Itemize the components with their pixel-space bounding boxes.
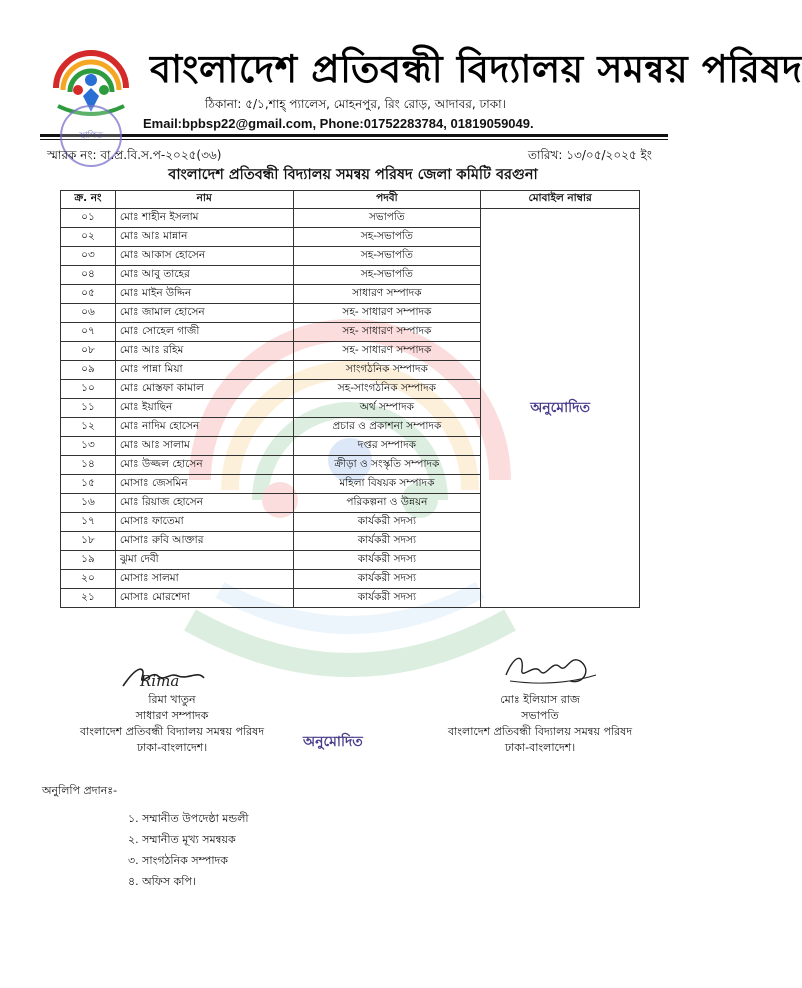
cell-name: মোঃ নাদিম হোসেন — [115, 418, 293, 437]
left-signature-scribble — [118, 660, 208, 692]
cell-name: মোঃ উজ্জল হোসেন — [115, 456, 293, 475]
cell-name: মোঃ শাহীন ইসলাম — [115, 209, 293, 228]
cell-serial: ০১ — [61, 209, 116, 228]
cell-serial: ০২ — [61, 228, 116, 247]
approved-stamp-footer: অনুমোদিত — [303, 734, 363, 750]
right-signatory-title: সভাপতি — [521, 709, 559, 722]
cell-name: মোঃ রিয়াজ হোসেন — [115, 494, 293, 513]
cell-name: মোঃ মাইন উদ্দিন — [115, 285, 293, 304]
left-signature-text: Rima — [140, 672, 180, 690]
cell-serial: ০৬ — [61, 304, 116, 323]
cell-serial: ২০ — [61, 570, 116, 589]
left-signatory-title: সাধারণ সম্পাদক — [135, 709, 209, 722]
committee-title: বাংলাদেশ প্রতিবন্ধী বিদ্যালয় সমন্বয় পরিষদ জেলা কমিটি বরগুনা — [168, 167, 538, 183]
table-body — [61, 209, 640, 608]
cell-position: কার্যকরী সদস্য — [293, 570, 481, 589]
cell-serial: ১৩ — [61, 437, 116, 456]
header-mobile: মোবাইল নাম্বার — [481, 191, 640, 209]
cell-name: মোঃ আকাস হোসেন — [115, 247, 293, 266]
cell-serial: ১৬ — [61, 494, 116, 513]
cell-position: সহ- সাধারণ সম্পাদক — [293, 304, 481, 323]
cell-serial: ০৭ — [61, 323, 116, 342]
cell-name: মোঃ আঃ মান্নান — [115, 228, 293, 247]
table-row — [61, 209, 640, 228]
reference-number: স্মারক নং: বা.প্র.বি.স.প-২০২৫(৩৬) — [47, 148, 222, 162]
cell-position: পরিকল্পনা ও উন্নয়ন — [293, 494, 481, 513]
left-signatory-location: ঢাকা-বাংলাদেশ। — [136, 741, 208, 754]
header-divider — [40, 134, 668, 137]
committee-table — [60, 190, 640, 608]
cell-serial: ০৩ — [61, 247, 116, 266]
copy-item: ২. সম্মানীত মূখ্য সমন্বয়ক — [128, 833, 236, 846]
cell-position: সহ- সাধারণ সম্পাদক — [293, 323, 481, 342]
cell-position: কার্যকরী সদস্য — [293, 532, 481, 551]
copy-distribution-label: অনুলিপি প্রদানঃ- — [42, 784, 118, 797]
cell-name: মোঃ আঃ সালাম — [115, 437, 293, 456]
cell-name: মোসাঃ সালমা — [115, 570, 293, 589]
cell-serial: ১৫ — [61, 475, 116, 494]
header-serial: ক্র. নং — [61, 191, 116, 209]
cell-name: মোঃ আবু তাহের — [115, 266, 293, 285]
right-signature — [500, 645, 600, 691]
cell-position: ক্রীড়া ও সংস্কৃতি সম্পাদক — [293, 456, 481, 475]
cell-position: সহ-সভাপতি — [293, 266, 481, 285]
cell-position: কার্যকরী সদস্য — [293, 551, 481, 570]
cell-position: কার্যকরী সদস্য — [293, 589, 481, 608]
approved-stamp-table: অনুমোদিত — [481, 209, 640, 608]
cell-position: মহিলা বিষয়ক সম্পাদক — [293, 475, 481, 494]
cell-position: সাধারণ সম্পাদক — [293, 285, 481, 304]
cell-position: সহ-সভাপতি — [293, 228, 481, 247]
cell-name: মোসাঃ জেসমিন — [115, 475, 293, 494]
left-signatory-block — [62, 692, 282, 756]
cell-name: মোঃ ইয়াছিন — [115, 399, 293, 418]
right-signatory-name: মোঃ ইলিয়াস রাজ — [500, 693, 580, 706]
cell-name: মোঃ সোহেল গাজী — [115, 323, 293, 342]
cell-position: প্রচার ও প্রকাশনা সম্পাদক — [293, 418, 481, 437]
right-signatory-location: ঢাকা-বাংলাদেশ। — [504, 741, 576, 754]
right-signatory-org: বাংলাদেশ প্রতিবন্ধী বিদ্যালয় সমন্বয় পরিষদ — [447, 725, 633, 738]
left-signatory-name: রিমা খাতুন — [148, 693, 196, 706]
cell-name: মোসাঃ রুবি আক্তার — [115, 532, 293, 551]
issue-date: তারিখ: ১৩/০৫/২০২৫ ইং — [528, 148, 652, 162]
cell-name: মোঃ মোস্তফা কামাল — [115, 380, 293, 399]
copy-item: ৪. অফিস কপি। — [128, 875, 196, 888]
cell-name: মোসাঃ মোরশেদা — [115, 589, 293, 608]
seal-text: স্থাপিত — [78, 131, 103, 141]
cell-position: অর্থ সম্পাদক — [293, 399, 481, 418]
cell-name: মোঃ জামাল হোসেন — [115, 304, 293, 323]
cell-serial: ১১ — [61, 399, 116, 418]
left-signatory-org: বাংলাদেশ প্রতিবন্ধী বিদ্যালয় সমন্বয় পরিষদ — [79, 725, 265, 738]
cell-position: কার্যকরী সদস্য — [293, 513, 481, 532]
right-signatory-block — [430, 692, 650, 756]
cell-position: সভাপতি — [293, 209, 481, 228]
contact-info: Email:bpbsp22@gmail.com, Phone:01752283784, 01819059049. — [143, 116, 534, 131]
organization-address: ঠিকানা: ৫/১,শাহ্ প্যালেস, মোহনপুর, রিং রোড়, আদাবর, ঢাকা। — [205, 97, 506, 111]
cell-serial: ১৮ — [61, 532, 116, 551]
organization-name: বাংলাদেশ প্রতিবন্ধী বিদ্যালয় সমন্বয় পরিষদ — [150, 47, 802, 91]
cell-serial: ২১ — [61, 589, 116, 608]
cell-position: সহ-সাংগঠনিক সম্পাদক — [293, 380, 481, 399]
header-name: নাম — [115, 191, 293, 209]
cell-serial: ১২ — [61, 418, 116, 437]
cell-serial: ১৪ — [61, 456, 116, 475]
cell-serial: ০৫ — [61, 285, 116, 304]
cell-name: মোসাঃ ফাতেমা — [115, 513, 293, 532]
header-position: পদবী — [293, 191, 481, 209]
cell-serial: ০৪ — [61, 266, 116, 285]
header-divider-thin — [40, 139, 668, 140]
cell-position: দপ্তর সম্পাদক — [293, 437, 481, 456]
cell-serial: ১৯ — [61, 551, 116, 570]
cell-name: মোঃ আঃ রহিম — [115, 342, 293, 361]
cell-name: ঝুমা দেবী — [115, 551, 293, 570]
cell-serial: ০৯ — [61, 361, 116, 380]
cell-serial: ০৮ — [61, 342, 116, 361]
copy-item: ৩. সাংগঠনিক সম্পাদক — [128, 854, 229, 867]
cell-position: সহ- সাধারণ সম্পাদক — [293, 342, 481, 361]
cell-name: মোঃ পান্না মিয়া — [115, 361, 293, 380]
cell-serial: ১০ — [61, 380, 116, 399]
cell-position: সাংগঠনিক সম্পাদক — [293, 361, 481, 380]
table-header-row — [61, 191, 640, 209]
cell-position: সহ-সভাপতি — [293, 247, 481, 266]
copy-item: ১. সম্মানীত উপদেষ্ঠা মন্ডলী — [128, 812, 249, 825]
cell-serial: ১৭ — [61, 513, 116, 532]
